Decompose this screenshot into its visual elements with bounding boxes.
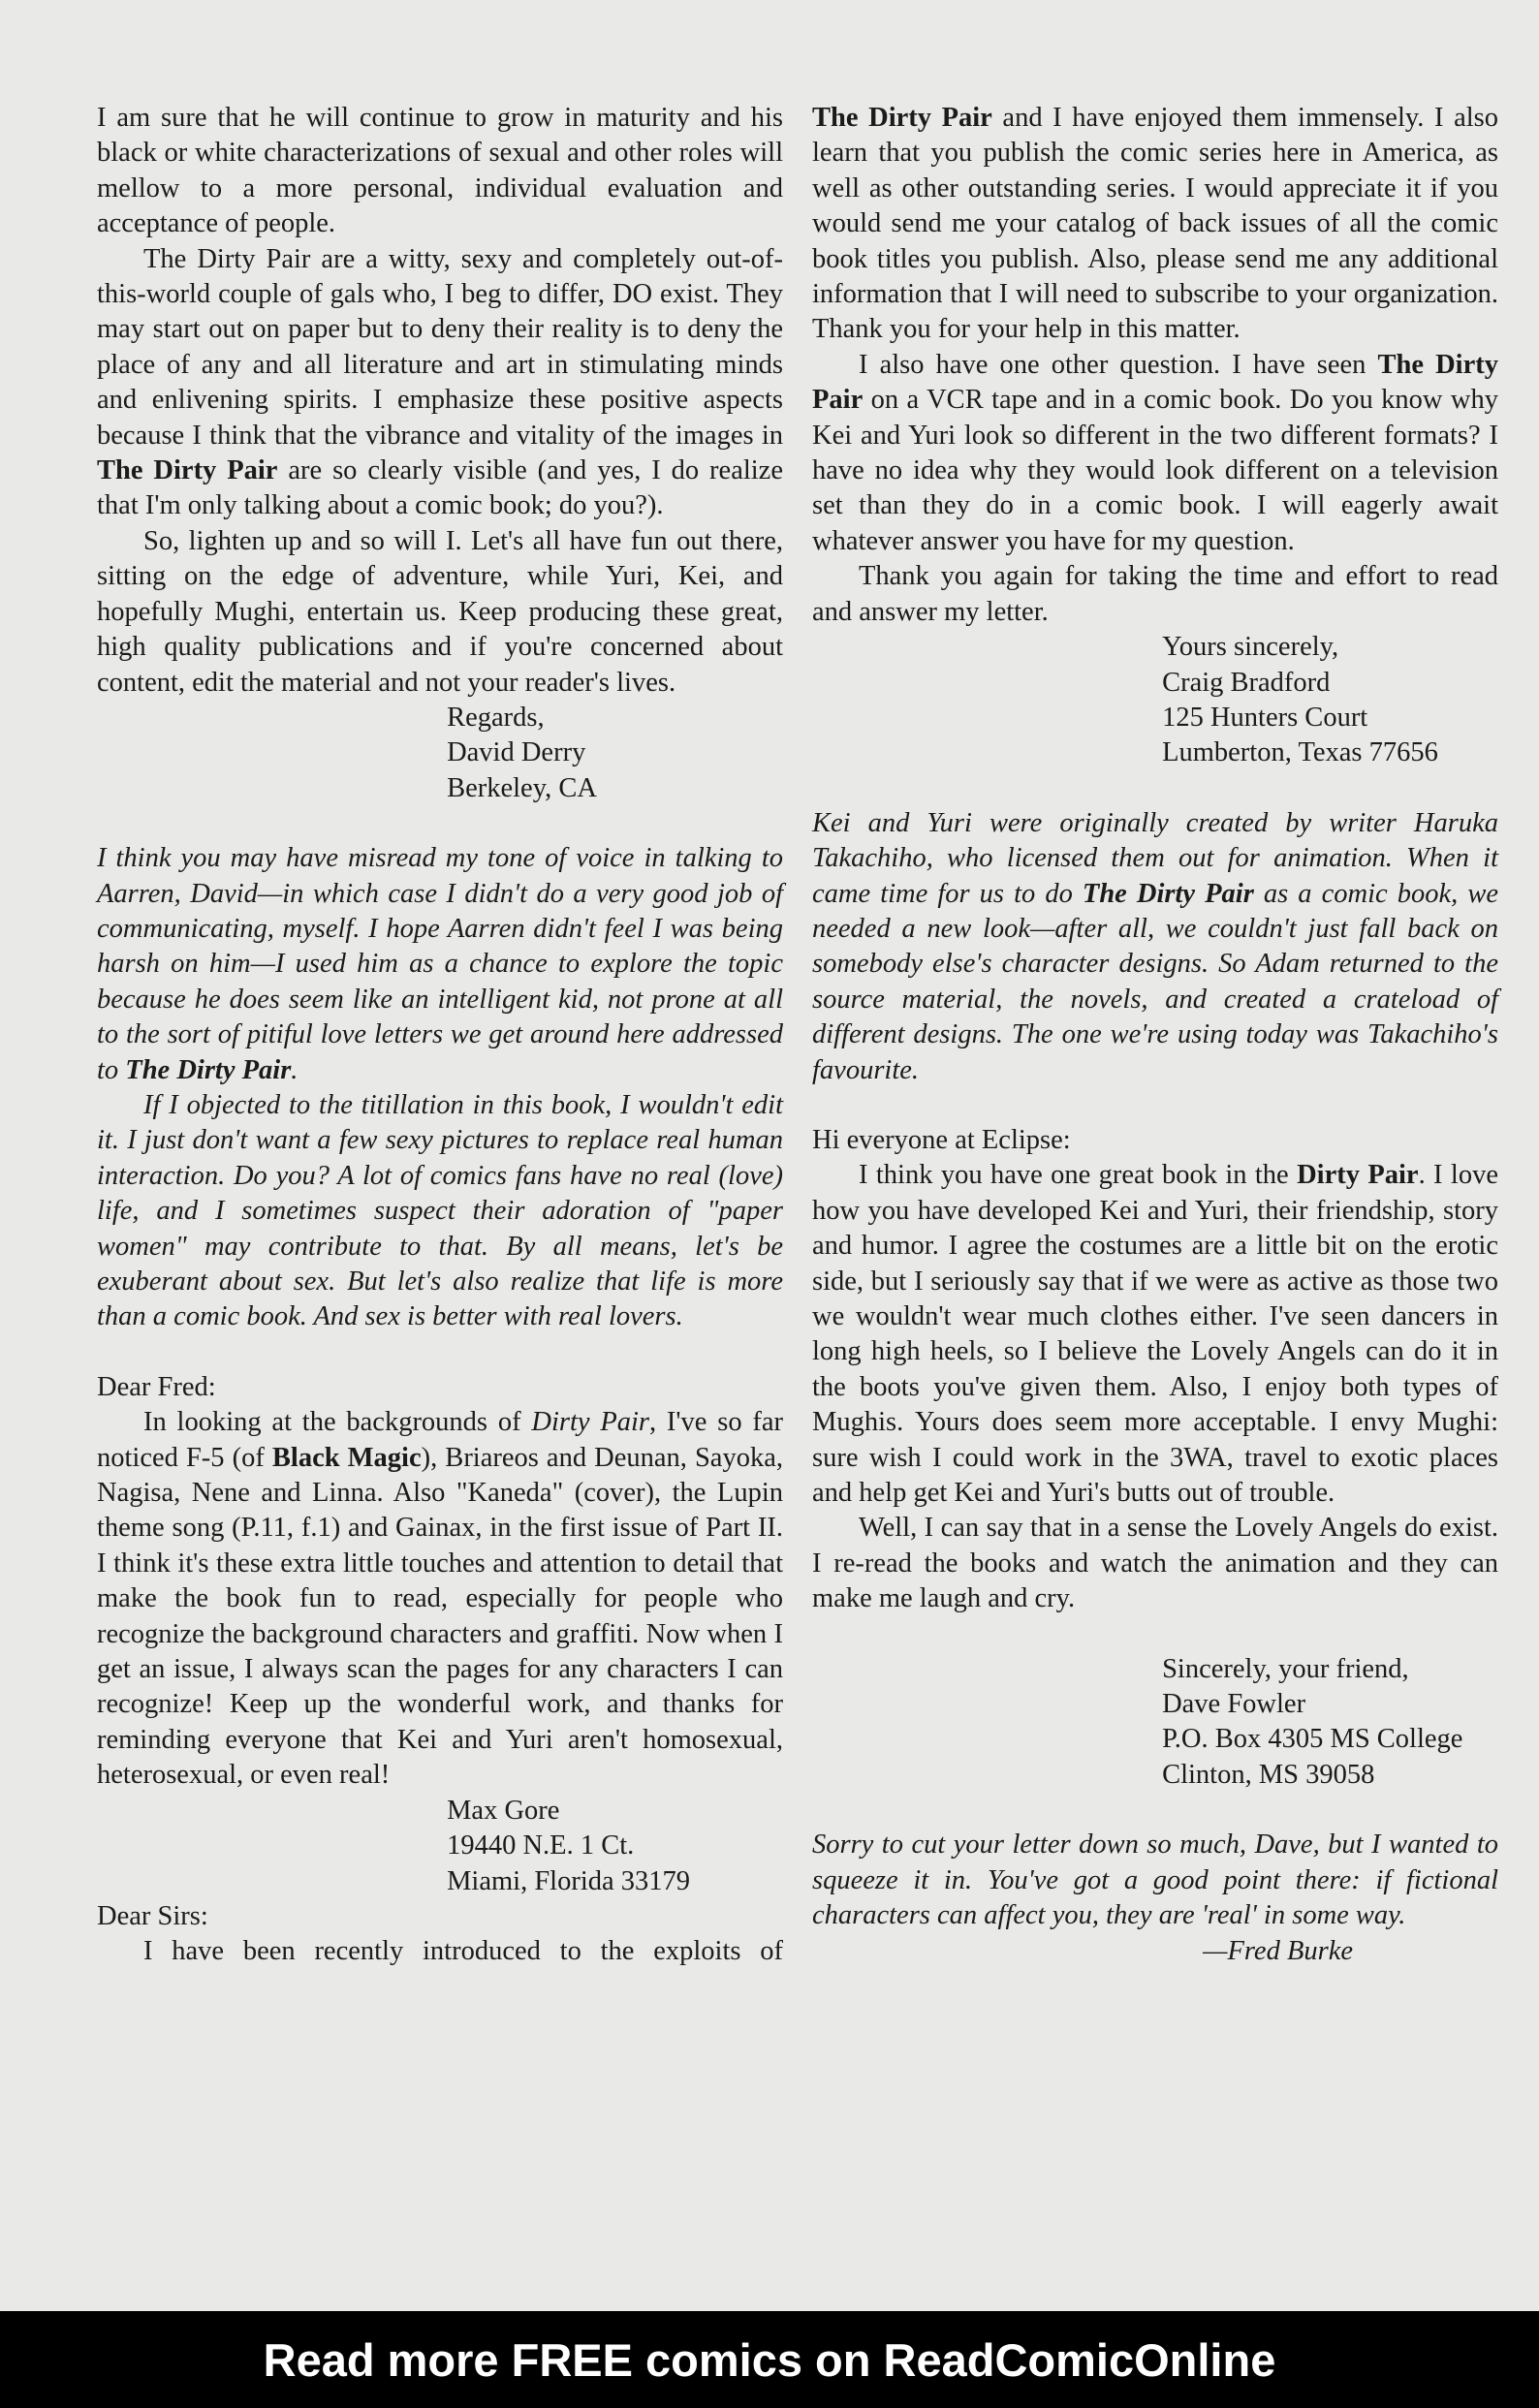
- text-run: If I objected to the titillation in this book, I wouldn't edit it. I just don't want a few sexy pictures to replace real human interaction. Do you? A lot of comics fans have no real (love) life, and I sometimes suspect their adoration of "paper women" may contribute to that. By all means, let's be exuberant about sex. But let's also realize that life is more than a comic book. And sex is better with real lovers.: [97, 1089, 783, 1332]
- signature-line: P.O. Box 4305 MS College: [1162, 1724, 1463, 1755]
- emphasized-title: Dirty Pair: [531, 1407, 649, 1438]
- editor-reply-paragraph: [97, 841, 783, 1088]
- text-run: ), Briareos and Deunan, Sayoka, Nagisa, Nene and Linna. Also "Kaneda" (cover), the Lupin theme song (P.11, f.1) and Gainax, in the first issue of Part II. I think it's these extra little touches and attention to detail that make the book fun to read, especially for people who recognize the background characters and graffiti. Now when I get an issue, I always scan the pages for any characters I can recognize! Keep up the wonderful work, and thanks for reminding everyone that Kei and Yuri aren't homosexual, heterosexual, or even real!: [97, 1442, 783, 1791]
- text-run: Dear Sirs:: [97, 1900, 208, 1931]
- emphasized-title: The Dirty Pair: [97, 455, 278, 486]
- text-run: are so clearly visible (and yes, I do realize that I'm only talking about a comic book; do you?).: [97, 455, 783, 521]
- letter-paragraph: [812, 348, 1498, 559]
- letter-section: [812, 101, 1498, 771]
- emphasized-title: Black Magic: [271, 1442, 422, 1473]
- letter-paragraph: [97, 242, 783, 524]
- letter-paragraph: [812, 101, 1498, 348]
- text-run: I have been recently introduced to the exploits of: [143, 1936, 783, 1967]
- text-run: The Dirty Pair are a witty, sexy and completely out-of-this-world couple of gals who, I beg to differ, DO exist. They may start out on paper but to deny their reality is to deny the place of any and all literature and art in stimulating minds and enlivening spirits. I emphasize these positive aspects because I think that the vibrance and vitality of the images in: [97, 243, 783, 451]
- text-run: In looking at the backgrounds of: [143, 1407, 532, 1438]
- right-column: [812, 101, 1498, 2004]
- signature-line: David Derry: [447, 737, 586, 768]
- signature-block: [447, 1794, 783, 1899]
- text-run: Hi everyone at Eclipse:: [812, 1124, 1071, 1155]
- letter-paragraph: [97, 1934, 783, 1969]
- signature-line: 19440 N.E. 1 Ct.: [447, 1830, 635, 1861]
- text-run: I think you may have misread my tone of voice in talking to Aarren, David—in which case I didn't do a very good job of communicating, myself. I hope Aarren didn't feel I was being harsh on him—I used him as a chance to explore the topic because he does seem like an intelligent kid, not prone at all to the sort of pitiful love letters we get around here addressed to: [97, 843, 783, 1085]
- letter-paragraph: [812, 1123, 1498, 1158]
- editor-reply-paragraph: [812, 1828, 1498, 1933]
- letter-paragraph: [97, 1405, 783, 1793]
- letter-section: [812, 1828, 1498, 1969]
- editor-reply-paragraph: [97, 1088, 783, 1335]
- letter-paragraph: [812, 1158, 1498, 1511]
- footer-banner[interactable]: Read more FREE comics on ReadComicOnline: [0, 2311, 1539, 2408]
- letter-section: [97, 841, 783, 1335]
- letter-paragraph: [812, 559, 1498, 630]
- text-run: as a comic book, we needed a new look—after all, we couldn't just fall back on somebody else's character designs. So Adam returned to the source material, the novels, and created a crateload of different designs. The one we're using today was Takachiho's favourite.: [812, 878, 1499, 1085]
- signature-line: Lumberton, Texas 77656: [1162, 737, 1438, 768]
- signature-line: Yours sincerely,: [1162, 632, 1339, 663]
- letter-section: [812, 1652, 1498, 1794]
- text-run: .: [291, 1054, 298, 1085]
- text-run: I think you have one great book in the: [859, 1160, 1298, 1191]
- emphasized-title: The Dirty Pair: [1082, 878, 1254, 909]
- text-run: . I love how you have developed Kei and Yuri, their friendship, story and humor. I agree the costumes are a little bit on the erotic side, but I seriously say that if we were as active as those two we wouldn't wear much clothes either. I've seen dancers in long high heels, so I believe the Lovely Angels can do it in the boots you've given them. Also, I enjoy both types of Mughis. Yours does seem more acceptable. I envy Mughi: sure wish I could work in the 3WA, travel to exotic places and help get Kei and Yuri's butts out of trouble.: [812, 1160, 1498, 1509]
- emphasized-title: The Dirty Pair: [812, 103, 992, 133]
- emphasized-title: The Dirty Pair: [125, 1054, 292, 1085]
- letter-section: [97, 101, 783, 806]
- letter-paragraph: [97, 101, 783, 242]
- letter-paragraph: [97, 1370, 783, 1405]
- text-run: I am sure that he will continue to grow in maturity and his black or white characterizations of sexual and other roles will mellow to a more personal, individual evaluation and acceptance of people.: [97, 103, 783, 239]
- editor-reply-paragraph: [812, 1934, 1498, 1969]
- signature-line: Max Gore: [447, 1795, 560, 1826]
- text-run: on a VCR tape and in a comic book. Do you know why Kei and Yuri look so different in the two different formats? I have no idea why they would look different on a television set than they do in a comic book. I will eagerly await whatever answer you have for my question.: [812, 385, 1498, 556]
- letter-paragraph: [97, 1899, 783, 1934]
- emphasized-title: Dirty Pair: [1297, 1160, 1419, 1191]
- letter-paragraph: [812, 1511, 1498, 1616]
- signature-line: Regards,: [447, 702, 545, 733]
- left-column: [97, 101, 783, 2005]
- text-run: Dear Fred:: [97, 1371, 216, 1402]
- signature-line: Craig Bradford: [1162, 667, 1331, 698]
- text-run: and I have enjoyed them immensely. I also learn that you publish the comic series here in America, as well as other outstanding series. I would appreciate it if you would send me your catalog of back issues of all the comic book titles you publish. Also, please send me any additional information that I will need to subscribe to your organization. Thank you for your help in this matter.: [812, 103, 1498, 345]
- text-run: Kei and Yuri were originally created by writer Haruka Takachiho, who licensed them out for animation. When it came time for us to do: [812, 807, 1498, 909]
- signature-block: [1162, 1652, 1498, 1794]
- text-run: Thank you again for taking the time and effort to read and answer my letter.: [812, 561, 1498, 627]
- signature-block: [1162, 630, 1498, 771]
- text-run: So, lighten up and so will I. Let's all have fun out there, sitting on the edge of adventure, while Yuri, Kei, and hopefully Mughi, entertain us. Keep producing these great, high quality publications and if you're concerned about content, edit the material and not your reader's lives.: [97, 525, 783, 698]
- signature-line: Miami, Florida 33179: [447, 1865, 691, 1896]
- letter-paragraph: [97, 524, 783, 701]
- text-run: —Fred Burke: [1203, 1935, 1353, 1966]
- emphasized-title: The Dirty Pair: [812, 349, 1498, 416]
- signature-line: Clinton, MS 39058: [1162, 1759, 1375, 1790]
- letter-section: [812, 806, 1498, 1088]
- editor-reply-paragraph: [812, 806, 1498, 1088]
- signature-line: Sincerely, your friend,: [1162, 1653, 1409, 1684]
- letter-section: [812, 1123, 1498, 1617]
- signature-line: Berkeley, CA: [447, 772, 597, 803]
- letter-section: [97, 1370, 783, 1970]
- signature-block: [447, 701, 783, 806]
- text-run: Well, I can say that in a sense the Lovely Angels do exist. I re-read the books and watch the animation and they can make me laugh and cry.: [812, 1513, 1498, 1614]
- text-run: Sorry to cut your letter down so much, Dave, but I wanted to squeeze it in. You've got a good point there: if fictional characters can affect you, they are 'real' in some way.: [812, 1829, 1498, 1931]
- signature-line: 125 Hunters Court: [1162, 702, 1368, 733]
- text-run: I also have one other question. I have seen: [859, 349, 1378, 380]
- text-run: , I've so far noticed F-5 (of: [97, 1407, 783, 1473]
- signature-line: Dave Fowler: [1162, 1689, 1306, 1720]
